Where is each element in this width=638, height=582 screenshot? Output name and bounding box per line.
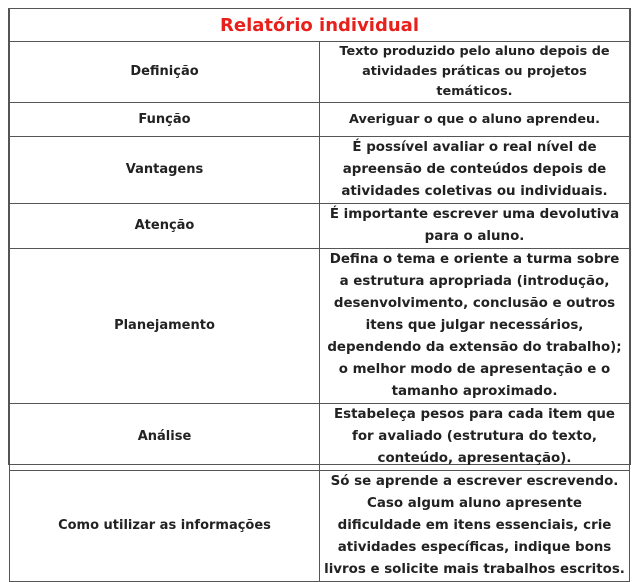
table-title: Relatório individual <box>10 9 630 42</box>
table-row <box>10 42 630 103</box>
report-table-container <box>8 8 631 577</box>
row-label-atencao: Atenção <box>10 204 320 249</box>
table-row <box>10 204 630 249</box>
row-label-definicao: Definição <box>10 42 320 103</box>
table-row <box>10 103 630 137</box>
row-content-definicao: Texto produzido pelo aluno depois de atividades práticas ou projetos temáticos. <box>320 42 630 103</box>
row-label-planejamento: Planejamento <box>10 249 320 404</box>
row-label-como-utilizar: Como utilizar as informações <box>10 471 320 582</box>
row-label-vantagens: Vantagens <box>10 137 320 204</box>
table-row <box>10 249 630 404</box>
row-content-analise: Estabeleça pesos para cada item que for avaliado (estrutura do texto, conteúdo, apresentação). <box>320 404 630 471</box>
row-content-atencao: É importante escrever uma devolutiva para o aluno. <box>320 204 630 249</box>
row-content-como-utilizar: Só se aprende a escrever escrevendo. Caso algum aluno apresente dificuldade em itens essenciais, crie atividades específicas, indique bons livros e solicite mais trabalhos escritos. <box>320 471 630 582</box>
row-content-vantagens: É possível avaliar o real nível de apreensão de conteúdos depois de atividades coletivas ou individuais. <box>320 137 630 204</box>
row-label-funcao: Função <box>10 103 320 137</box>
report-table <box>9 9 630 582</box>
table-row <box>10 404 630 471</box>
row-label-analise: Análise <box>10 404 320 471</box>
row-content-funcao: Averiguar o que o aluno aprendeu. <box>320 103 630 137</box>
table-row <box>10 471 630 582</box>
table-row <box>10 137 630 204</box>
title-row <box>10 9 630 42</box>
row-content-planejamento: Defina o tema e oriente a turma sobre a estrutura apropriada (introdução, desenvolvimento, conclusão e outros itens que julgar necessários, dependendo da extensão do trabalho); o melhor modo de apresentação e o tamanho aproximado. <box>320 249 630 404</box>
